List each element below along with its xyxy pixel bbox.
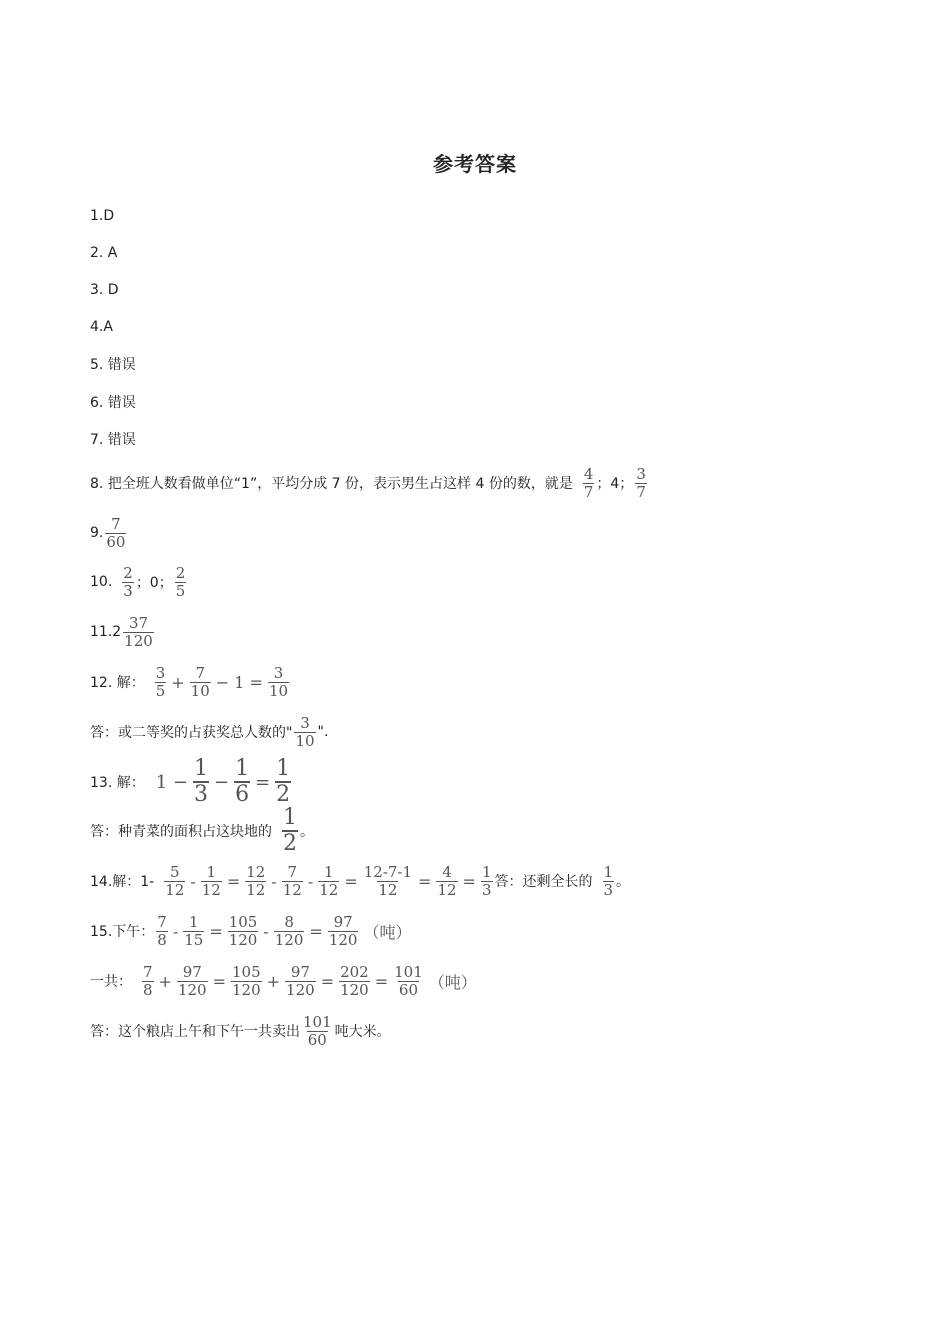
answer-12-conclusion: 答：或二等奖的占获奖总人数的" $\frac{3}{10}$ ". bbox=[90, 713, 329, 750]
fraction: $\frac{4}{12}$ bbox=[437, 862, 457, 899]
fraction: $\frac{2}{5}$ bbox=[175, 563, 186, 600]
answer-2: 2. A bbox=[90, 245, 118, 261]
fraction: $\frac{1}{6}$ bbox=[235, 756, 250, 807]
fraction: $\frac{7}{10}$ bbox=[190, 663, 210, 700]
answer-15-afternoon: 15.下午： $\frac{7}{8}$ - $\frac{1}{15}$ = $\frac{105}{120}$ - $\frac{8}{120}$ = $\frac{97}{120}$ （吨） bbox=[90, 912, 412, 949]
fraction: $\frac{8}{120}$ bbox=[274, 912, 304, 949]
answer-10: 10. $\frac{2}{3}$ ；0； $\frac{2}{5}$ bbox=[90, 563, 186, 600]
fraction: $\frac{105}{120}$ bbox=[232, 962, 261, 999]
fraction: $\frac{202}{120}$ bbox=[340, 962, 369, 999]
answer-7: 7. 错误 bbox=[90, 432, 136, 448]
fraction: $\frac{1}{2}$ bbox=[276, 756, 291, 807]
answer-11: 11.2 $\frac{37}{120}$ bbox=[90, 613, 153, 650]
fraction: $\frac{3}{10}$ bbox=[295, 713, 315, 750]
fraction: $\frac{1}{12}$ bbox=[201, 862, 221, 899]
fraction: $\frac{3}{5}$ bbox=[155, 663, 166, 700]
fraction: $\frac{101}{60}$ bbox=[303, 1012, 332, 1049]
answer-15-total: 一共： $\frac{7}{8}$ + $\frac{97}{120}$ = $\frac{105}{120}$ + $\frac{97}{120}$ = $\frac{202}{120}$ = $\frac{101}{60}$ （吨） bbox=[90, 962, 477, 999]
fraction: $\frac{12}{12}$ bbox=[246, 862, 266, 899]
fraction: $\frac{7}{60}$ bbox=[106, 514, 126, 551]
answer-8: 8. 把全班人数看做单位“1”，平均分成 7 份，表示男生占这样 4 份的数，就是 $\frac{4}{7}$ ；4； $\frac{3}{7}$ bbox=[90, 464, 646, 501]
fraction: $\frac{12-7-1}{12}$ bbox=[363, 862, 413, 899]
answer-13-conclusion: 答：种青菜的面积占这块地的 $\frac{1}{2}$ 。 bbox=[90, 805, 314, 856]
fraction: $\frac{1}{2}$ bbox=[283, 805, 297, 856]
fraction: $\frac{3}{7}$ bbox=[636, 464, 646, 501]
fraction: $\frac{1}{3}$ bbox=[481, 862, 492, 899]
answer-13-solution: 13. 解： 1 − $\frac{1}{3}$ − $\frac{1}{6}$ = $\frac{1}{2}$ bbox=[90, 756, 291, 807]
fraction: $\frac{97}{120}$ bbox=[286, 962, 315, 999]
answer-9: 9. $\frac{7}{60}$ bbox=[90, 514, 126, 551]
fraction: $\frac{7}{8}$ bbox=[157, 912, 167, 949]
page-title: 参考答案 bbox=[433, 152, 517, 176]
fraction: $\frac{1}{12}$ bbox=[319, 862, 339, 899]
fraction: $\frac{1}{15}$ bbox=[184, 912, 204, 949]
answer-1: 1.D bbox=[90, 208, 115, 224]
answer-6: 6. 错误 bbox=[90, 395, 136, 411]
fraction: $\frac{101}{60}$ bbox=[394, 962, 423, 999]
fraction: $\frac{2}{3}$ bbox=[123, 563, 133, 600]
answer-5: 5. 错误 bbox=[90, 357, 136, 373]
fraction: $\frac{1}{3}$ bbox=[603, 862, 614, 899]
fraction: $\frac{5}{12}$ bbox=[165, 862, 185, 899]
answer-3: 3. D bbox=[90, 282, 119, 298]
fraction: $\frac{105}{120}$ bbox=[228, 912, 258, 949]
fraction: $\frac{7}{12}$ bbox=[282, 862, 302, 899]
fraction: $\frac{97}{120}$ bbox=[177, 962, 207, 999]
answer-14: 14.解：1- $\frac{5}{12}$ - $\frac{1}{12}$ = $\frac{12}{12}$ - $\frac{7}{12}$ - $\frac{1}{12}$ = $\frac{12-7-1}{12}$ = $\frac{4}{12}$ = $\frac{1}{3}$ 答：还剩全长的 $\frac{1}{3}$ 。 bbox=[90, 862, 631, 899]
answer-12-solution: 12. 解： $\frac{3}{5}$ + $\frac{7}{10}$ − 1 = $\frac{3}{10}$ bbox=[90, 663, 289, 700]
fraction: $\frac{1}{3}$ bbox=[193, 756, 208, 807]
answer-15-conclusion: 答：这个粮店上午和下午一共卖出 $\frac{101}{60}$ 吨大米。 bbox=[90, 1012, 391, 1049]
fraction: $\frac{97}{120}$ bbox=[328, 912, 358, 949]
fraction: $\frac{4}{7}$ bbox=[583, 464, 594, 501]
fraction: $\frac{7}{8}$ bbox=[143, 962, 153, 999]
fraction: $\frac{3}{10}$ bbox=[268, 663, 289, 700]
answer-4: 4.A bbox=[90, 319, 113, 335]
fraction: $\frac{37}{120}$ bbox=[124, 613, 153, 650]
